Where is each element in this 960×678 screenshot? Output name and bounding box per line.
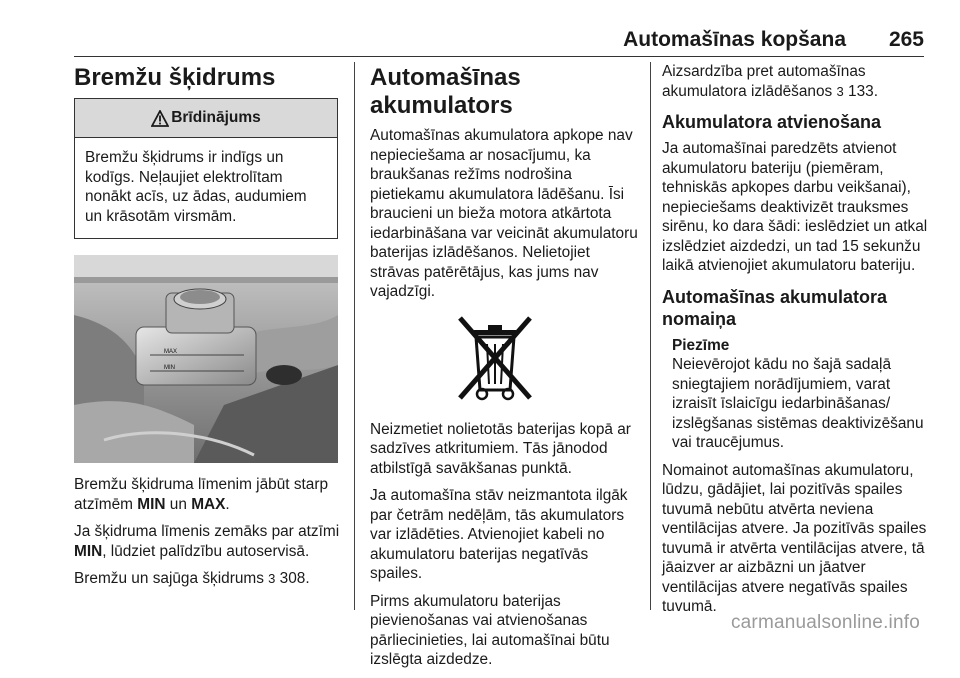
- replacement-paragraph: Nomainot automašīnas akumulatoru, lūdzu, gādājiet, lai pozitīvās spailes tuvumā nebūtu atvērta neviena ventilācijas atvere. Ja pozitīvās spailes tuvumā ir atvērta ventilācijas atvere, tā jāaizver ar aizbāzni un jāatver ventilācijas atvere negatīvās spailes tuvumā.: [662, 461, 927, 615]
- battery-heading: Automašīnas akumulators: [370, 64, 521, 119]
- page-reference-icon: 3: [836, 83, 844, 99]
- warning-triangle-icon: [151, 110, 169, 127]
- fluid-reference: Bremžu un sajūga šķidrums 3 308.: [74, 570, 310, 587]
- discharge-protection-reference: Aizsardzība pret automašīnas akumulatora izlādēšanos 3 133.: [662, 63, 878, 100]
- column-2: [370, 62, 638, 678]
- brake-fluid-heading: Bremžu šķidrums: [74, 64, 276, 91]
- column-divider: [354, 62, 355, 610]
- low-level-paragraph: Ja šķidruma līmenis zemāks par atzīmi MIN, lūdziet palīdzību autoservisā.: [74, 523, 340, 560]
- disconnect-paragraph: Ja automašīnai paredzēts atvienot akumulatoru bateriju (piemēram, tehniskās apkopes darbu veikšanai), nepieciešams deaktivizēt trauksmes sirēnu, ko dara šādi: ieslēdziet un atkal izslēdziet aizdedzi, un tad 15 sekunžu laikā atvienojiet akumulatoru bateriju.: [662, 140, 928, 274]
- battery-maintenance-paragraph: Automašīnas akumulatora apkope nav nepieciešama ar nosacījumu, ka braukšanas režīms nodrošina pietiekamu akumulatora lādēšanu. Īsi braucieni un bieža motora atkārtota iedarbināšana var veicināt akumulatoru baterijas izlādēšanos. Nelietojiet strāvas patērētājus, kas jums nav vajadzīgi.: [370, 127, 638, 300]
- storage-paragraph: Ja automašīna stāv neizmantota ilgāk par četrām nedēļām, tās akumulators var izlādēties. Atvienojiet kabeli no akumulatoru baterijas negatīvās spailes.: [370, 487, 628, 582]
- disconnect-heading: Akumulatora atvienošana: [662, 112, 882, 132]
- note-title: Piezīme: [672, 336, 730, 354]
- note-block: [672, 336, 930, 453]
- page-number: 265: [888, 28, 924, 51]
- min-mark-label: MIN: [164, 365, 175, 371]
- warning-title: Brīdinājums: [171, 109, 261, 126]
- warning-box: [74, 98, 338, 239]
- replacement-heading: Automašīnas akumulatora nomaiņa: [662, 286, 888, 329]
- page-header: [74, 26, 924, 57]
- ignition-paragraph: Pirms akumulatoru baterijas pievienošanas vai atvienošanas pārliecinieties, lai automašīnai būtu izslēgta aizdedze.: [370, 592, 610, 668]
- note-text: Neievērojot kādu no šajā sadaļā sniegtajiem norādījumiem, varat izraisīt īslaicīgu iedarbināšanas/ izslēgšanas sistēmas deaktivizēšanu vai traucējumus.: [672, 356, 924, 451]
- watermark: carmanualsonline.info: [730, 612, 920, 633]
- column-divider: [650, 62, 651, 610]
- brake-fluid-reservoir-photo: [74, 255, 338, 463]
- page-reference-icon: 3: [268, 571, 276, 586]
- column-3: [662, 62, 930, 625]
- level-paragraph: Bremžu šķidruma līmenim jābūt starp atzīmēm MIN un MAX.: [74, 476, 329, 513]
- column-1: [74, 62, 342, 597]
- max-mark-label: MAX: [164, 349, 178, 355]
- warning-text: Bremžu šķidrums ir indīgs un kodīgs. Neļaujiet elektrolītam nonākt acīs, uz ādas, audumiem un krāsotām virsmām.: [85, 149, 307, 225]
- disposal-paragraph: Neizmetiet nolietotās baterijas kopā ar sadzīves atkritumiem. Tās jānodod atbilstīgā savākšanas punktā.: [370, 420, 631, 477]
- crossed-out-bin-icon: [454, 312, 536, 410]
- warning-header: [75, 99, 337, 138]
- section-title: Automašīnas kopšana: [623, 28, 846, 51]
